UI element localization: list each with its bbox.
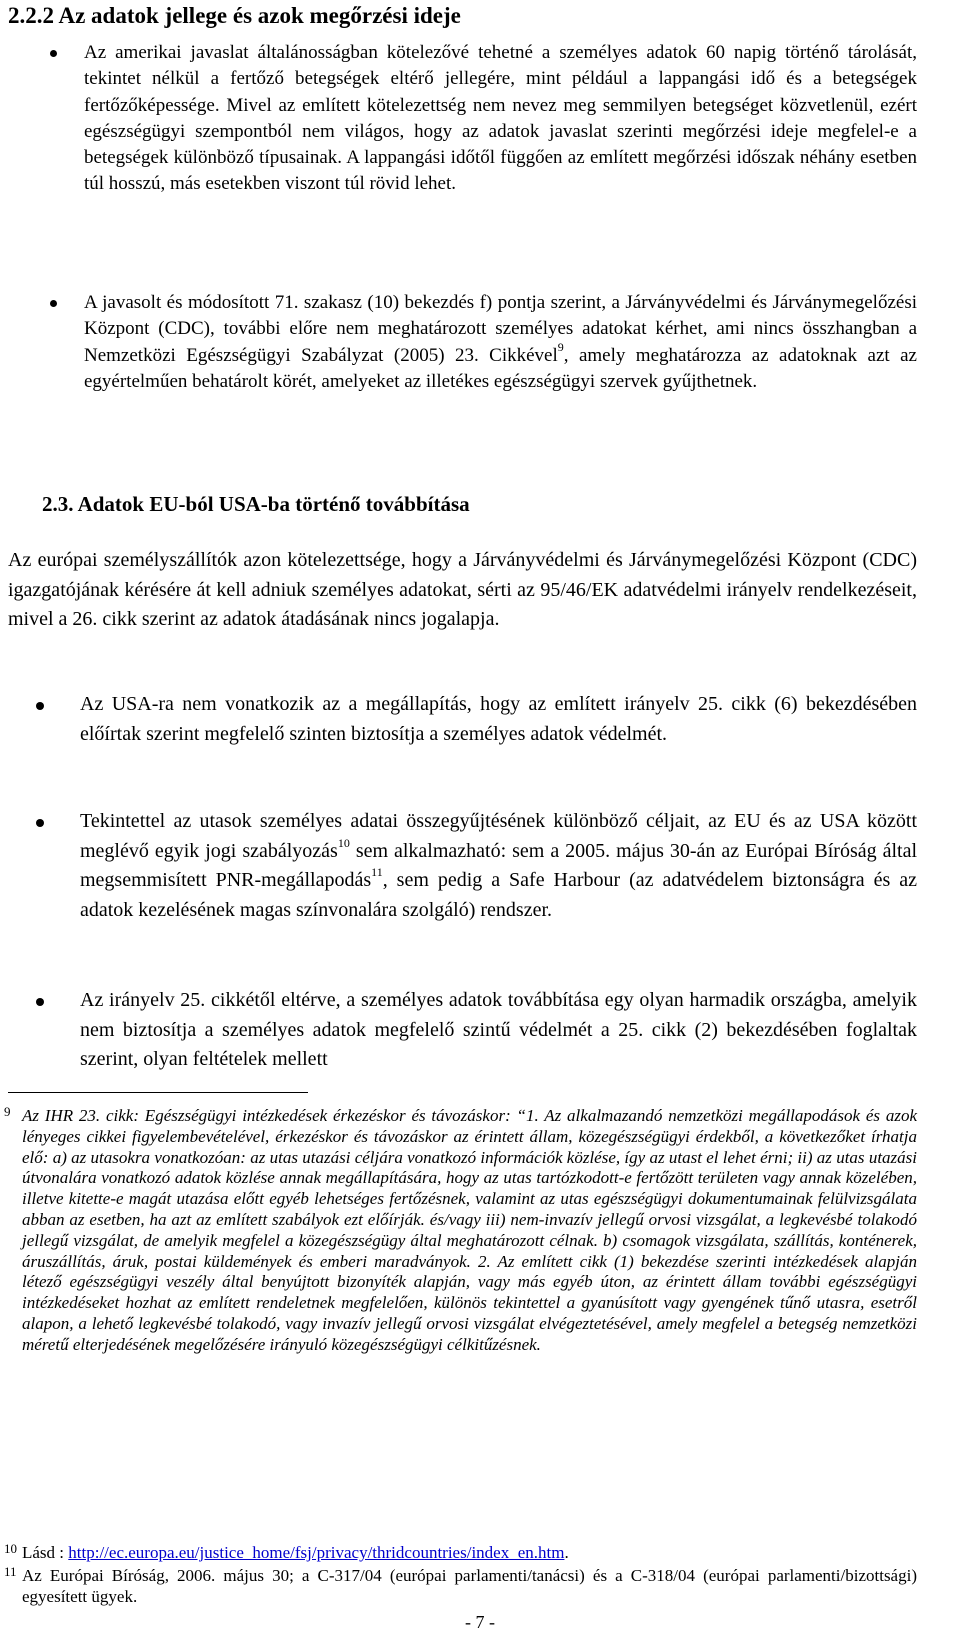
bullet-dot-icon [36, 998, 44, 1006]
footnote-number: 11 [4, 1564, 17, 1579]
footnote-9 [4, 1104, 917, 1356]
bullet-dot-icon [36, 702, 44, 710]
bullet-text: Az USA-ra nem vonatkozik az a megállapítás, hogy az említett irányelv 25. cikk (6) bekezdésében előírtak szerint megfelelő szinten biztosítja a személyes adatok védelmét. [80, 693, 917, 745]
bullet-item [84, 290, 917, 395]
footnote-text: Az IHR 23. cikk: Egészségügyi intézkedések érkezéskor és távozáskor: “1. Az alkalmazandó nemzetközi megállapodások és azok lényeges cikkei figyelembevételével, érkezéskor és távozáskor az érintett állam, közegészségügyi érdekből, a következőket írhatja elő: a) az utasokra vonatkozóan: az utas utazási céljára vonatkozó információk közlése, így az utast el lehet érni; ii) az utas utazási útvonalára vonatkozó adatok közlése annak megállapítására, hogy az utas tartózkodott-e fertőzött területen vagy annak közelében, illetve kitette-e magát utazása előtt egyéb lehetséges fertőzésnek, valamint az utas egészségügyi dokumentumainak felülvizsgálata abban az esetben, ha azt az említett szabályok ezt előírják. és/vagy iii) nem-invazív jellegű orvosi vizsgálat, a legkevésbé tolakodó jellegű vizsgálat, de amelyik megfelel a közegészségügy által meghatározott célnak. b) csomagok vizsgálata, szállítás, konténerek, áruszállítás, áruk, postai küldemények és emberi maradványok. 2. Az említett cikk (1) bekezdése szerinti intézkedések alapján létező egészségügyi veszély által benyújtott bizonyíték alapján, vagy más egyéb úton, az érintett állam további egészségügyi intézkedéseket hozhat az említett rendeletnek megfelelően, különös tekintettel a gyanúsított vagy gyengének tűnő utasra, esetről alapon, a lehető legkevésbé tolakodó, vagy invazív jellegű orvosi vizsgálat elvégeztetésével, amely megfelel a betegség nemzetközi méretű elterjedésének megelőzésére irányuló közegészségügyi célkitűzésnek. [22, 1106, 917, 1354]
page-number: - 7 - [465, 1612, 495, 1632]
bullet-item [80, 986, 917, 1075]
bullet-item [84, 40, 917, 198]
bullet-item [80, 807, 917, 925]
footnote-link[interactable]: http://ec.europa.eu/justice_home/fsj/privacy/thridcountries/index_en.htm [68, 1543, 565, 1562]
bullet-text: Az amerikai javaslat általánosságban kötelezővé tehetné a személyes adatok 60 napig történő tárolását, tekintet nélkül a fertőző betegségek eltérő jellegére, mint például a lappangási idő és a betegségek fertőzőképessége. Mivel az említett kötelezettség nem nevez meg semmilyen betegséget közvetlenül, ezért egészségügyi szempontból nem világos, hogy az adatok javaslat szerinti megőrzési ideje megfelel-e a betegségek különböző típusainak. A lappangási időtől függően az említett megőrzési időszak néhány esetben túl hosszú, más esetekben viszont túl rövid lehet. [84, 42, 917, 195]
footnote-separator [8, 1092, 308, 1093]
bullet-text: Az irányelv 25. cikkétől eltérve, a személyes adatok továbbítása egy olyan harmadik országba, amelyik nem biztosítja a személyes adatok megfelelő szintű védelmét a 25. cikk (2) bekezdésében foglaltak szerint, olyan feltételek mellett [80, 989, 917, 1070]
section-heading-2-2-2: 2.2.2 Az adatok jellege és azok megőrzési ideje [8, 3, 461, 28]
section-heading-2-3: 2.3. Adatok EU-ból USA-ba történő továbbítása [42, 492, 470, 516]
bullet-text: Tekintettel az utasok személyes adatai összegyűjtésének különböző céljait, az EU és az USA között meglévő egyik jogi szabályozás$^{10}$ sem alkalmazható: sem a 2005. május 30-án az Európai Bíróság által megsemmisített PNR-megállapodás$^{11}$, sem pedig a Safe Harbour (az adatvédelem biztonságra és az adatok kezelésének magas színvonalára szolgáló) rendszer. [80, 810, 918, 921]
footnote-11 [4, 1564, 917, 1608]
bullet-item [80, 690, 917, 749]
footnote-10 [4, 1541, 917, 1564]
footnote-ref-9[interactable]: 9 [557, 340, 564, 355]
bullet-dot-icon [50, 300, 57, 307]
bullet-dot-icon [50, 50, 57, 57]
footnote-text: Az Európai Bíróság, 2006. május 30; a C-317/04 (európai parlamenti/tanácsi) és a C-318/04 (európai parlamenti/bizottsági) egyesített ügyek. [22, 1566, 917, 1606]
footnote-number: 10 [4, 1541, 17, 1556]
bullet-text: A javasolt és módosított 71. szakasz (10) bekezdés f) pontja szerint, a Járványvédelmi és Járványmegelőzési Központ (CDC), további előre nem meghatározott személyes adatokat kérhet, ami nincs összhangban a Nemzetközi Egészségügyi Szabályzat (2005) 23. Cikkével$^9$, amely meghatározza az adatoknak azt az egyértelműen behatárolt körét, amelyeket az illetékes egészségügyi szervek gyűjthetnek. [84, 292, 917, 392]
footnote-ref-10[interactable]: 10 [337, 835, 350, 850]
body-paragraph: Az európai személyszállítók azon kötelezettsége, hogy a Járványvédelmi és Járványmegelőzési Központ (CDC) igazgatójának kérésére át kell adniuk személyes adatokat, sérti az 95/46/EK adatvédelmi irányelv rendelkezéseit, mivel a 26. cikk szerint az adatok átadásának nincs jogalapja. [8, 549, 917, 630]
footnote-number: 9 [4, 1104, 11, 1119]
bullet-dot-icon [36, 819, 44, 827]
footnote-ref-11[interactable]: 11 [371, 865, 383, 880]
footnote-text: Lásd : http://ec.europa.eu/justice_home/fsj/privacy/thridcountries/index_en.htm. [22, 1543, 569, 1562]
